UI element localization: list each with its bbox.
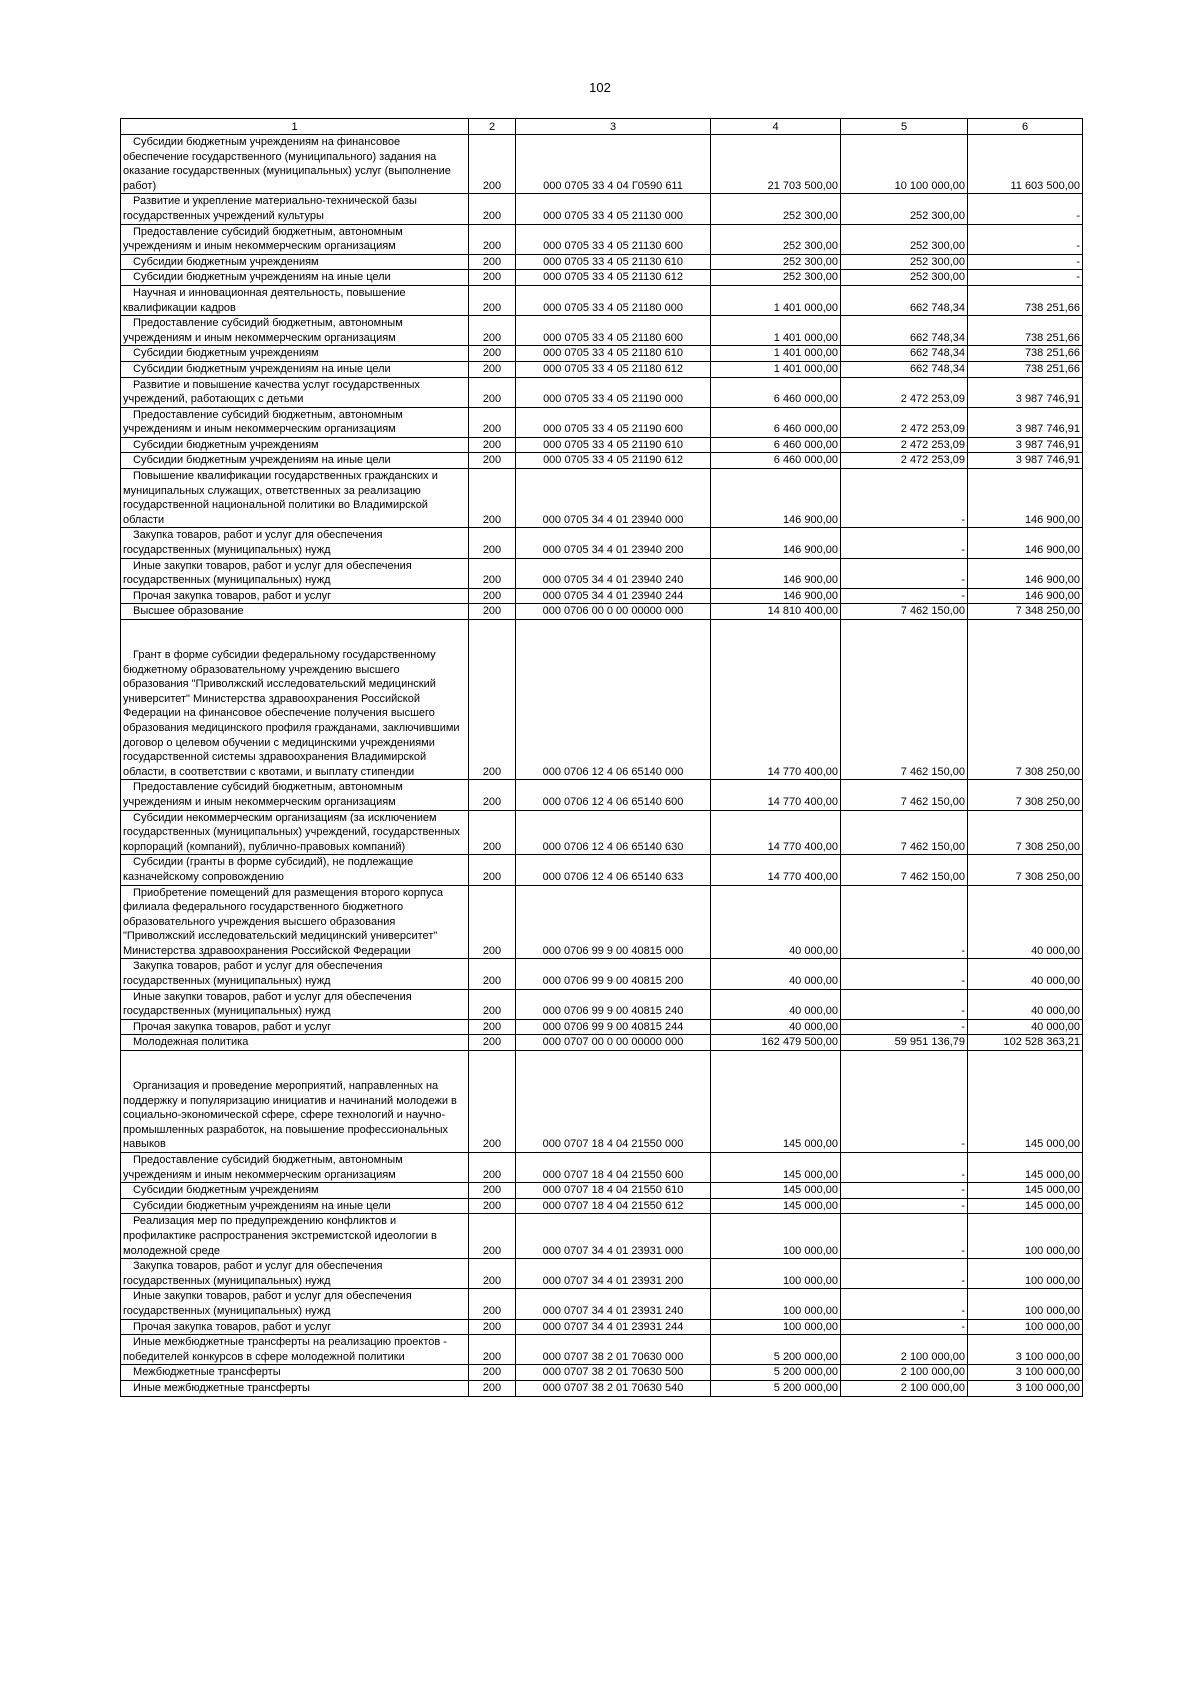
table-row [121, 1289, 1083, 1319]
row-unexecuted-amount: - [968, 194, 1083, 224]
row-unexecuted-amount: 7 308 250,00 [968, 620, 1083, 780]
table-row [121, 135, 1083, 194]
row-description: Грант в форме субсидии федеральному государственному бюджетному образовательному учреждению высшего образования "Приволжский исследовательский медицинский университет" Министерства здравоохранения Российской Федерации на финансовое обеспечение получения высшего образования медицинского профиля гражданами, заключившими договор о целевом обучении с медицинскими учреждениями государственной системы здравоохранения Владимирской области, в соответствии с квотами, и выплату стипендии [121, 620, 469, 780]
row-line-code: 200 [469, 1035, 516, 1051]
row-approved-amount: 40 000,00 [711, 959, 841, 989]
table-row [121, 377, 1083, 407]
row-line-code: 200 [469, 1019, 516, 1035]
row-budget-code: 000 0707 34 4 01 23931 244 [516, 1319, 711, 1335]
row-unexecuted-amount: 40 000,00 [968, 885, 1083, 959]
row-approved-amount: 5 200 000,00 [711, 1365, 841, 1381]
row-unexecuted-amount: 145 000,00 [968, 1153, 1083, 1183]
row-unexecuted-amount: 738 251,66 [968, 316, 1083, 346]
row-description: Предоставление субсидий бюджетным, автономным учреждениям и иным некоммерческим организациям [121, 224, 469, 254]
row-executed-amount: - [841, 1183, 968, 1199]
row-description: Субсидии бюджетным учреждениям на иные цели [121, 453, 469, 469]
row-unexecuted-amount: 145 000,00 [968, 1051, 1083, 1153]
row-line-code: 200 [469, 780, 516, 810]
row-approved-amount: 145 000,00 [711, 1051, 841, 1153]
row-description: Предоставление субсидий бюджетным, автономным учреждениям и иным некоммерческим организациям [121, 316, 469, 346]
row-approved-amount: 145 000,00 [711, 1153, 841, 1183]
budget-table [120, 118, 1083, 1397]
column-header: 3 [516, 119, 711, 135]
row-budget-code: 000 0705 34 4 01 23940 000 [516, 469, 711, 528]
row-description: Прочая закупка товаров, работ и услуг [121, 588, 469, 604]
row-line-code: 200 [469, 1153, 516, 1183]
row-budget-code: 000 0707 00 0 00 00000 000 [516, 1035, 711, 1051]
row-unexecuted-amount: 100 000,00 [968, 1319, 1083, 1335]
row-approved-amount: 162 479 500,00 [711, 1035, 841, 1051]
row-budget-code: 000 0705 33 4 05 21180 612 [516, 361, 711, 377]
row-description: Повышение квалификации государственных гражданских и муниципальных служащих, ответственных за реализацию государственной национальной политики во Владимирской области [121, 469, 469, 528]
row-unexecuted-amount: 146 900,00 [968, 588, 1083, 604]
row-line-code: 200 [469, 453, 516, 469]
row-approved-amount: 146 900,00 [711, 528, 841, 558]
row-description: Субсидии бюджетным учреждениям [121, 437, 469, 453]
row-description: Иные закупки товаров, работ и услуг для обеспечения государственных (муниципальных) нужд [121, 558, 469, 588]
row-description: Предоставление субсидий бюджетным, автономным учреждениям и иным некоммерческим организациям [121, 780, 469, 810]
row-budget-code: 000 0705 33 4 05 21190 612 [516, 453, 711, 469]
row-approved-amount: 6 460 000,00 [711, 377, 841, 407]
table-row [121, 1319, 1083, 1335]
row-unexecuted-amount: 100 000,00 [968, 1214, 1083, 1259]
row-executed-amount: - [841, 885, 968, 959]
row-line-code: 200 [469, 316, 516, 346]
row-approved-amount: 14 770 400,00 [711, 620, 841, 780]
row-line-code: 200 [469, 270, 516, 286]
row-description: Предоставление субсидий бюджетным, автономным учреждениям и иным некоммерческим организациям [121, 1153, 469, 1183]
row-approved-amount: 1 401 000,00 [711, 285, 841, 315]
row-line-code: 200 [469, 1198, 516, 1214]
row-approved-amount: 252 300,00 [711, 270, 841, 286]
row-budget-code: 000 0705 33 4 05 21180 610 [516, 346, 711, 362]
row-budget-code: 000 0707 18 4 04 21550 600 [516, 1153, 711, 1183]
row-unexecuted-amount: - [968, 254, 1083, 270]
row-executed-amount: 252 300,00 [841, 270, 968, 286]
row-approved-amount: 14 770 400,00 [711, 855, 841, 885]
table-row [121, 407, 1083, 437]
row-executed-amount: - [841, 1019, 968, 1035]
row-line-code: 200 [469, 588, 516, 604]
row-line-code: 200 [469, 528, 516, 558]
page-number: 102 [589, 80, 611, 95]
table-header-row [121, 119, 1083, 135]
row-description: Субсидии бюджетным учреждениям на иные цели [121, 1198, 469, 1214]
row-unexecuted-amount: 3 100 000,00 [968, 1380, 1083, 1396]
row-approved-amount: 6 460 000,00 [711, 407, 841, 437]
row-line-code: 200 [469, 1051, 516, 1153]
table-row [121, 469, 1083, 528]
column-header: 2 [469, 119, 516, 135]
row-approved-amount: 100 000,00 [711, 1259, 841, 1289]
row-unexecuted-amount: 7 308 250,00 [968, 780, 1083, 810]
row-line-code: 200 [469, 1183, 516, 1199]
row-executed-amount: 2 472 253,09 [841, 377, 968, 407]
row-description: Реализация мер по предупреждению конфликтов и профилактике распространения экстремистской идеологии в молодежной среде [121, 1214, 469, 1259]
row-description: Прочая закупка товаров, работ и услуг [121, 1019, 469, 1035]
row-budget-code: 000 0707 18 4 04 21550 610 [516, 1183, 711, 1199]
row-approved-amount: 1 401 000,00 [711, 346, 841, 362]
row-line-code: 200 [469, 620, 516, 780]
row-line-code: 200 [469, 604, 516, 620]
column-header: 1 [121, 119, 469, 135]
row-approved-amount: 100 000,00 [711, 1319, 841, 1335]
table-row [121, 528, 1083, 558]
row-approved-amount: 252 300,00 [711, 194, 841, 224]
row-unexecuted-amount: 7 348 250,00 [968, 604, 1083, 620]
row-budget-code: 000 0706 99 9 00 40815 240 [516, 989, 711, 1019]
row-line-code: 200 [469, 1365, 516, 1381]
row-description: Субсидии бюджетным учреждениям [121, 254, 469, 270]
table-row [121, 780, 1083, 810]
row-budget-code: 000 0706 99 9 00 40815 244 [516, 1019, 711, 1035]
table-row [121, 810, 1083, 855]
table-row [121, 959, 1083, 989]
row-unexecuted-amount: 11 603 500,00 [968, 135, 1083, 194]
row-unexecuted-amount: 738 251,66 [968, 285, 1083, 315]
row-description: Субсидии бюджетным учреждениям на финансовое обеспечение государственного (муниципального) задания на оказание государственных (муниципальных) услуг (выполнение работ) [121, 135, 469, 194]
row-budget-code: 000 0705 33 4 05 21190 600 [516, 407, 711, 437]
table-row [121, 1335, 1083, 1365]
row-executed-amount: 10 100 000,00 [841, 135, 968, 194]
row-executed-amount: - [841, 1259, 968, 1289]
row-description: Субсидии бюджетным учреждениям на иные цели [121, 361, 469, 377]
row-budget-code: 000 0705 33 4 05 21130 600 [516, 224, 711, 254]
row-approved-amount: 146 900,00 [711, 588, 841, 604]
row-executed-amount: 7 462 150,00 [841, 620, 968, 780]
row-executed-amount: 2 472 253,09 [841, 437, 968, 453]
table-row [121, 1183, 1083, 1199]
row-approved-amount: 1 401 000,00 [711, 361, 841, 377]
table-row [121, 855, 1083, 885]
row-approved-amount: 14 770 400,00 [711, 810, 841, 855]
row-approved-amount: 40 000,00 [711, 989, 841, 1019]
row-executed-amount: 662 748,34 [841, 285, 968, 315]
row-unexecuted-amount: 40 000,00 [968, 1019, 1083, 1035]
row-budget-code: 000 0705 33 4 04 Г0590 611 [516, 135, 711, 194]
row-executed-amount: - [841, 1214, 968, 1259]
row-executed-amount: - [841, 1198, 968, 1214]
row-unexecuted-amount: 738 251,66 [968, 346, 1083, 362]
row-line-code: 200 [469, 989, 516, 1019]
row-approved-amount: 145 000,00 [711, 1183, 841, 1199]
row-description: Субсидии некоммерческим организациям (за исключением государственных (муниципальных) учреждений, государственных корпораций (компаний), публично-правовых компаний) [121, 810, 469, 855]
table-row [121, 361, 1083, 377]
table-row [121, 453, 1083, 469]
row-line-code: 200 [469, 1214, 516, 1259]
row-unexecuted-amount: 40 000,00 [968, 989, 1083, 1019]
row-approved-amount: 6 460 000,00 [711, 437, 841, 453]
row-executed-amount: 2 100 000,00 [841, 1365, 968, 1381]
row-line-code: 200 [469, 1319, 516, 1335]
row-line-code: 200 [469, 885, 516, 959]
row-executed-amount: 252 300,00 [841, 254, 968, 270]
row-executed-amount: 2 472 253,09 [841, 453, 968, 469]
row-unexecuted-amount: 3 987 746,91 [968, 437, 1083, 453]
table-row [121, 1259, 1083, 1289]
row-line-code: 200 [469, 469, 516, 528]
row-approved-amount: 100 000,00 [711, 1214, 841, 1259]
row-line-code: 200 [469, 346, 516, 362]
row-executed-amount: 7 462 150,00 [841, 855, 968, 885]
row-line-code: 200 [469, 285, 516, 315]
row-budget-code: 000 0705 33 4 05 21190 000 [516, 377, 711, 407]
table-row [121, 224, 1083, 254]
row-budget-code: 000 0706 99 9 00 40815 000 [516, 885, 711, 959]
row-budget-code: 000 0706 12 4 06 65140 600 [516, 780, 711, 810]
row-description: Межбюджетные трансферты [121, 1365, 469, 1381]
row-unexecuted-amount: 3 987 746,91 [968, 377, 1083, 407]
row-description: Закупка товаров, работ и услуг для обеспечения государственных (муниципальных) нужд [121, 528, 469, 558]
row-approved-amount: 1 401 000,00 [711, 316, 841, 346]
row-description: Закупка товаров, работ и услуг для обеспечения государственных (муниципальных) нужд [121, 959, 469, 989]
row-description: Развитие и укрепление материально-технической базы государственных учреждений культуры [121, 194, 469, 224]
row-budget-code: 000 0705 33 4 05 21130 612 [516, 270, 711, 286]
row-line-code: 200 [469, 377, 516, 407]
row-unexecuted-amount: 3 100 000,00 [968, 1335, 1083, 1365]
row-unexecuted-amount: 146 900,00 [968, 558, 1083, 588]
row-line-code: 200 [469, 361, 516, 377]
row-unexecuted-amount: 738 251,66 [968, 361, 1083, 377]
row-executed-amount: - [841, 959, 968, 989]
row-budget-code: 000 0705 33 4 05 21130 610 [516, 254, 711, 270]
row-budget-code: 000 0705 33 4 05 21130 000 [516, 194, 711, 224]
row-description: Предоставление субсидий бюджетным, автономным учреждениям и иным некоммерческим организациям [121, 407, 469, 437]
row-executed-amount: 2 100 000,00 [841, 1380, 968, 1396]
row-approved-amount: 14 810 400,00 [711, 604, 841, 620]
row-unexecuted-amount: 7 308 250,00 [968, 855, 1083, 885]
row-line-code: 200 [469, 224, 516, 254]
row-description: Иные закупки товаров, работ и услуг для обеспечения государственных (муниципальных) нужд [121, 989, 469, 1019]
row-executed-amount: 7 462 150,00 [841, 810, 968, 855]
row-executed-amount: - [841, 558, 968, 588]
table-row [121, 558, 1083, 588]
row-executed-amount: - [841, 1051, 968, 1153]
row-executed-amount: 252 300,00 [841, 194, 968, 224]
row-description: Закупка товаров, работ и услуг для обеспечения государственных (муниципальных) нужд [121, 1259, 469, 1289]
table-row [121, 1380, 1083, 1396]
row-description: Прочая закупка товаров, работ и услуг [121, 1319, 469, 1335]
table-body [121, 135, 1083, 1397]
row-budget-code: 000 0706 00 0 00 00000 000 [516, 604, 711, 620]
row-description: Молодежная политика [121, 1035, 469, 1051]
row-description: Высшее образование [121, 604, 469, 620]
row-unexecuted-amount: 3 100 000,00 [968, 1365, 1083, 1381]
row-approved-amount: 40 000,00 [711, 1019, 841, 1035]
row-executed-amount: - [841, 588, 968, 604]
row-unexecuted-amount: 146 900,00 [968, 469, 1083, 528]
row-budget-code: 000 0707 34 4 01 23931 200 [516, 1259, 711, 1289]
row-unexecuted-amount: - [968, 224, 1083, 254]
row-approved-amount: 21 703 500,00 [711, 135, 841, 194]
row-approved-amount: 252 300,00 [711, 224, 841, 254]
column-header: 4 [711, 119, 841, 135]
table-row [121, 316, 1083, 346]
column-header: 6 [968, 119, 1083, 135]
table-row [121, 1153, 1083, 1183]
column-header: 5 [841, 119, 968, 135]
row-line-code: 200 [469, 407, 516, 437]
row-budget-code: 000 0707 34 4 01 23931 000 [516, 1214, 711, 1259]
row-budget-code: 000 0705 34 4 01 23940 240 [516, 558, 711, 588]
row-line-code: 200 [469, 135, 516, 194]
row-executed-amount: 2 472 253,09 [841, 407, 968, 437]
row-line-code: 200 [469, 1259, 516, 1289]
row-executed-amount: 7 462 150,00 [841, 780, 968, 810]
row-description: Субсидии бюджетным учреждениям [121, 346, 469, 362]
row-budget-code: 000 0705 33 4 05 21190 610 [516, 437, 711, 453]
row-unexecuted-amount: 3 987 746,91 [968, 407, 1083, 437]
table-row [121, 620, 1083, 780]
row-executed-amount: - [841, 1319, 968, 1335]
row-executed-amount: - [841, 528, 968, 558]
row-description: Субсидии (гранты в форме субсидий), не подлежащие казначейскому сопровождению [121, 855, 469, 885]
table-row [121, 346, 1083, 362]
row-description: Организация и проведение мероприятий, направленных на поддержку и популяризацию инициатив и начинаний молодежи в социально-экономической сфере, сфере технологий и научно-промышленных разработок, на повышение профессиональных навыков [121, 1051, 469, 1153]
row-unexecuted-amount: 146 900,00 [968, 528, 1083, 558]
row-budget-code: 000 0706 99 9 00 40815 200 [516, 959, 711, 989]
row-executed-amount: 2 100 000,00 [841, 1335, 968, 1365]
table-row [121, 1051, 1083, 1153]
row-unexecuted-amount: 7 308 250,00 [968, 810, 1083, 855]
table-row [121, 1365, 1083, 1381]
row-approved-amount: 5 200 000,00 [711, 1335, 841, 1365]
row-description: Иные межбюджетные трансферты на реализацию проектов - победителей конкурсов в сфере молодежной политики [121, 1335, 469, 1365]
row-unexecuted-amount: 3 987 746,91 [968, 453, 1083, 469]
row-executed-amount: - [841, 469, 968, 528]
row-executed-amount: 662 748,34 [841, 361, 968, 377]
row-budget-code: 000 0705 34 4 01 23940 200 [516, 528, 711, 558]
row-line-code: 200 [469, 959, 516, 989]
row-approved-amount: 100 000,00 [711, 1289, 841, 1319]
row-line-code: 200 [469, 1380, 516, 1396]
row-budget-code: 000 0707 34 4 01 23931 240 [516, 1289, 711, 1319]
row-budget-code: 000 0707 18 4 04 21550 612 [516, 1198, 711, 1214]
table-row [121, 285, 1083, 315]
row-unexecuted-amount: 145 000,00 [968, 1183, 1083, 1199]
row-unexecuted-amount: 145 000,00 [968, 1198, 1083, 1214]
row-description: Субсидии бюджетным учреждениям на иные цели [121, 270, 469, 286]
table-row [121, 885, 1083, 959]
table-row [121, 1214, 1083, 1259]
row-budget-code: 000 0707 38 2 01 70630 500 [516, 1365, 711, 1381]
row-unexecuted-amount: 40 000,00 [968, 959, 1083, 989]
row-executed-amount: - [841, 989, 968, 1019]
row-unexecuted-amount: - [968, 270, 1083, 286]
row-approved-amount: 40 000,00 [711, 885, 841, 959]
row-approved-amount: 14 770 400,00 [711, 780, 841, 810]
row-budget-code: 000 0706 12 4 06 65140 630 [516, 810, 711, 855]
row-description: Научная и инновационная деятельность, повышение квалификации кадров [121, 285, 469, 315]
row-line-code: 200 [469, 855, 516, 885]
table-row [121, 194, 1083, 224]
row-description: Развитие и повышение качества услуг государственных учреждений, работающих с детьми [121, 377, 469, 407]
row-description: Приобретение помещений для размещения второго корпуса филиала федерального государственного бюджетного образовательного учреждения высшего образования "Приволжский исследовательский медицинский университет" Министерства здравоохранения Российской Федерации [121, 885, 469, 959]
row-line-code: 200 [469, 254, 516, 270]
row-budget-code: 000 0705 33 4 05 21180 600 [516, 316, 711, 346]
row-unexecuted-amount: 100 000,00 [968, 1259, 1083, 1289]
row-approved-amount: 146 900,00 [711, 558, 841, 588]
row-approved-amount: 252 300,00 [711, 254, 841, 270]
row-approved-amount: 145 000,00 [711, 1198, 841, 1214]
row-unexecuted-amount: 100 000,00 [968, 1289, 1083, 1319]
table-row [121, 989, 1083, 1019]
row-executed-amount: - [841, 1289, 968, 1319]
row-description: Субсидии бюджетным учреждениям [121, 1183, 469, 1199]
row-line-code: 200 [469, 1289, 516, 1319]
row-budget-code: 000 0707 38 2 01 70630 000 [516, 1335, 711, 1365]
row-budget-code: 000 0707 18 4 04 21550 000 [516, 1051, 711, 1153]
row-executed-amount: 59 951 136,79 [841, 1035, 968, 1051]
row-line-code: 200 [469, 558, 516, 588]
row-executed-amount: 252 300,00 [841, 224, 968, 254]
row-description: Иные закупки товаров, работ и услуг для обеспечения государственных (муниципальных) нужд [121, 1289, 469, 1319]
table-row [121, 1035, 1083, 1051]
table-row [121, 437, 1083, 453]
table-row [121, 254, 1083, 270]
row-executed-amount: - [841, 1153, 968, 1183]
row-budget-code: 000 0705 34 4 01 23940 244 [516, 588, 711, 604]
row-line-code: 200 [469, 194, 516, 224]
table-row [121, 1019, 1083, 1035]
row-budget-code: 000 0705 33 4 05 21180 000 [516, 285, 711, 315]
table-row [121, 588, 1083, 604]
row-budget-code: 000 0706 12 4 06 65140 633 [516, 855, 711, 885]
row-description: Иные межбюджетные трансферты [121, 1380, 469, 1396]
row-executed-amount: 7 462 150,00 [841, 604, 968, 620]
row-budget-code: 000 0707 38 2 01 70630 540 [516, 1380, 711, 1396]
table-row [121, 604, 1083, 620]
row-line-code: 200 [469, 1335, 516, 1365]
row-approved-amount: 146 900,00 [711, 469, 841, 528]
row-approved-amount: 5 200 000,00 [711, 1380, 841, 1396]
row-unexecuted-amount: 102 528 363,21 [968, 1035, 1083, 1051]
table-row [121, 1198, 1083, 1214]
table-row [121, 270, 1083, 286]
row-approved-amount: 6 460 000,00 [711, 453, 841, 469]
row-line-code: 200 [469, 810, 516, 855]
row-executed-amount: 662 748,34 [841, 346, 968, 362]
row-line-code: 200 [469, 437, 516, 453]
row-executed-amount: 662 748,34 [841, 316, 968, 346]
row-budget-code: 000 0706 12 4 06 65140 000 [516, 620, 711, 780]
